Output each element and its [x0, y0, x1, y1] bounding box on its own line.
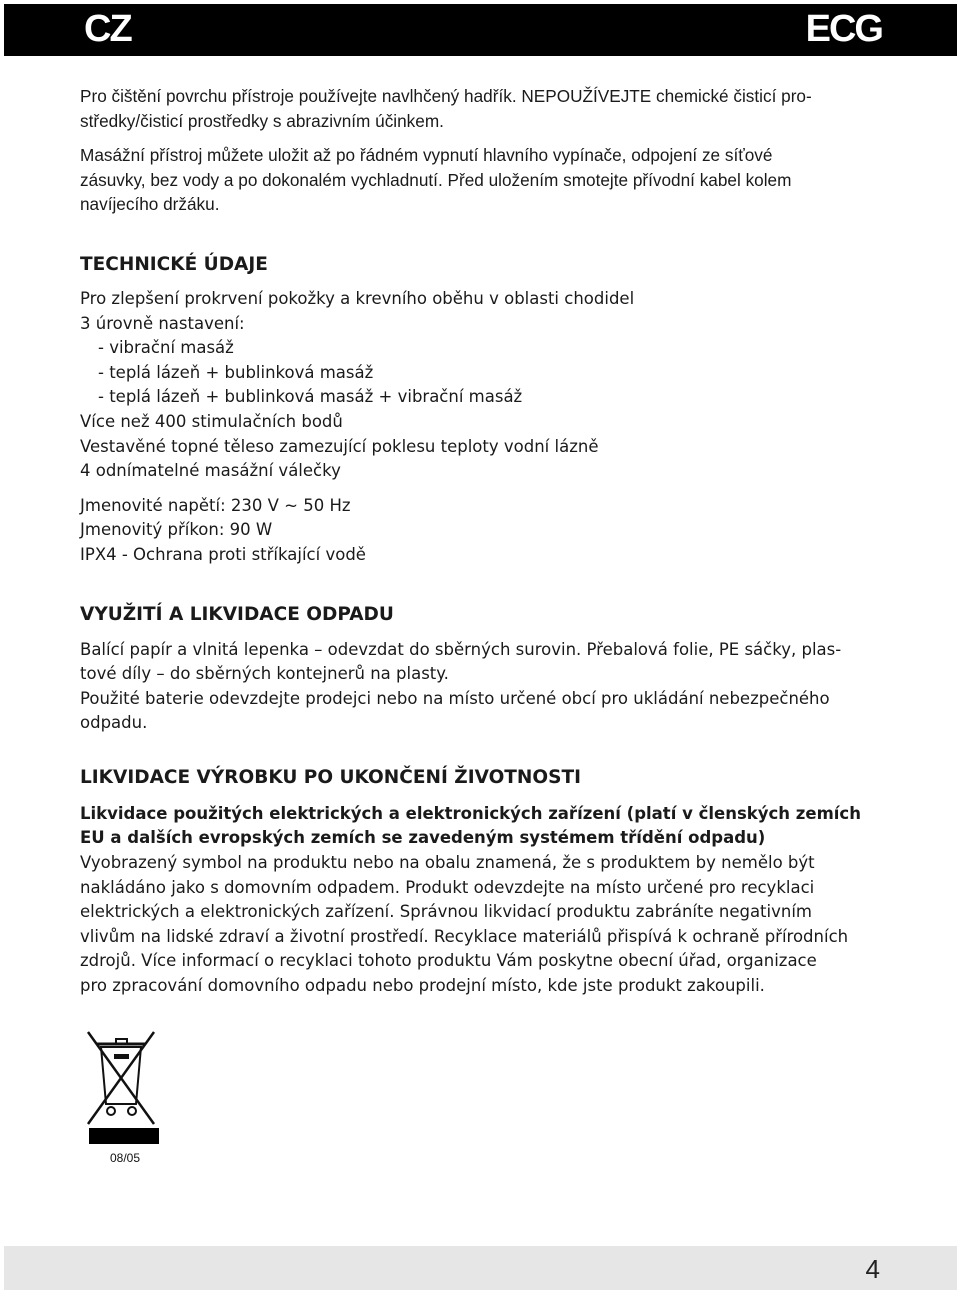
text-line: nakládáno jako s domovním odpadem. Produkt odevzdejte na místo určené pro recyklaci	[80, 877, 815, 897]
list-item: - vibrační masáž	[98, 338, 234, 358]
waste-paragraph	[80, 638, 880, 736]
list-item: - teplá lázeň + bublinková masáž	[98, 362, 374, 382]
text-line: vlivům na lidské zdraví a životní prostředí. Recyklace materiálů přispívá k ochraně přírodních	[80, 926, 849, 946]
cleaning-paragraph	[80, 84, 880, 133]
spec-line: Jmenovité napětí: 230 V ~ 50 Hz	[80, 495, 351, 515]
spec-line: IPX4 - Ochrana proti stříkající vodě	[80, 544, 366, 564]
section-heading-tech: TECHNICKÉ ÚDAJE	[80, 253, 268, 275]
text-line: odpadu.	[80, 713, 148, 733]
symbol-code: 08/05	[109, 1151, 141, 1165]
section-heading-waste: VYUŽITÍ A LIKVIDACE ODPADU	[80, 603, 394, 625]
text-line: Balící papír a vlnitá lepenka – odevzdat do sběrných surovin. Přebalová folie, PE sáčky, plas-	[80, 639, 842, 659]
text-line: tové díly – do sběrných kontejnerů na plasty.	[80, 664, 449, 684]
language-code: CZ	[84, 8, 131, 50]
text-line: Vestavěné topné těleso zamezující poklesu teploty vodní lázně	[80, 436, 599, 456]
disposal-subheading	[80, 802, 880, 851]
weee-crossed-bin-icon	[84, 1026, 162, 1146]
text-line: Vyobrazený symbol na produktu nebo na obalu znamená, že s produktem by nemělo být	[80, 853, 815, 873]
text-line: pro zpracování domovního odpadu nebo prodejní místo, kde jste produkt zakoupili.	[80, 976, 765, 996]
list-item: - teplá lázeň + bublinková masáž + vibrační masáž	[98, 387, 523, 407]
text-line: Více než 400 stimulačních bodů	[80, 411, 343, 431]
text-line: zdrojů. Více informací o recyklaci tohoto produktu Vám poskytne obecní úřad, organizace	[80, 951, 817, 971]
tech-specs	[80, 494, 880, 568]
text-line: Pro čištění povrchu přístroje používejte navlhčený hadřík. NEPOUŽÍVEJTE chemické čisticí pro-	[80, 86, 812, 106]
tech-description	[80, 287, 880, 484]
text-line: EU a dalších evropských zemích se zavedeným systémem třídění odpadu)	[80, 828, 766, 848]
text-line: navíjecího držáku.	[80, 194, 220, 215]
text-line: 4 odnímatelné masážní válečky	[80, 461, 341, 481]
section-heading-disposal: LIKVIDACE VÝROBKU PO UKONČENÍ ŽIVOTNOSTI	[80, 766, 581, 788]
text-line: Pro zlepšení prokrvení pokožky a krevního oběhu v oblasti chodidel	[80, 288, 635, 308]
storage-paragraph	[80, 143, 880, 217]
page-footer	[4, 1246, 957, 1290]
text-line: Masážní přístroj můžete uložit až po řádném vypnutí hlavního vypínače, odpojení ze síťové	[80, 145, 773, 166]
text-line: zásuvky, bez vody a po dokonalém vychladnutí. Před uložením smotejte přívodní kabel kolem	[80, 169, 792, 190]
page-number: 4	[865, 1254, 880, 1284]
text-line: Likvidace použitých elektrických a elektronických zařízení (platí v členských zemích	[80, 803, 861, 823]
spec-line: Jmenovitý příkon: 90 W	[80, 520, 273, 540]
page-header	[4, 4, 957, 56]
brand-logo: ECG	[805, 8, 882, 50]
text-line: středky/čisticí prostředky s abrazivním účinkem.	[80, 110, 444, 131]
text-line: Použité baterie odevzdejte prodejci nebo na místo určené obcí pro ukládání nebezpečného	[80, 688, 830, 708]
text-line: 3 úrovně nastavení:	[80, 313, 245, 333]
page-content	[80, 84, 880, 999]
disposal-paragraph	[80, 851, 880, 999]
text-line: elektrických a elektronických zařízení. Správnou likvidací produktu zabráníte negativním	[80, 902, 812, 922]
